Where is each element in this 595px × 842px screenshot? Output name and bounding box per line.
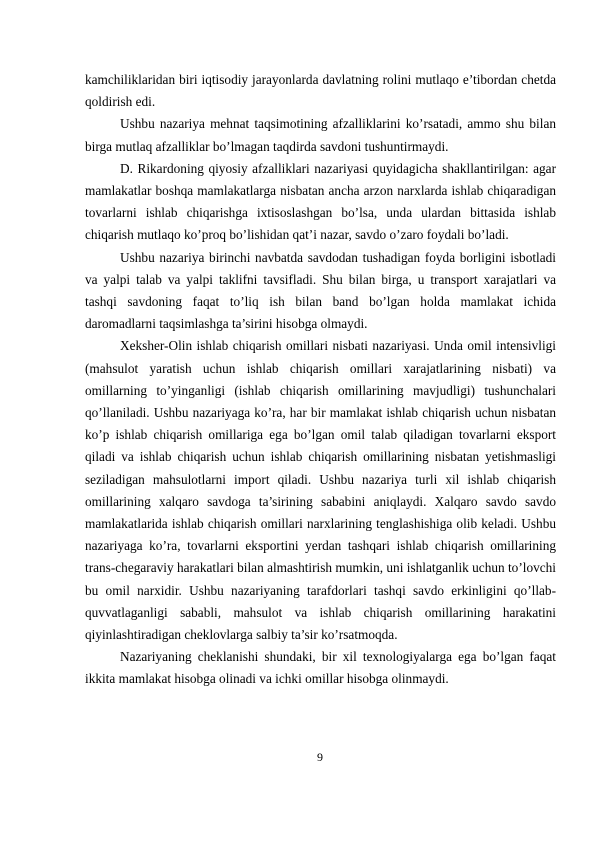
paragraph-continuation: kamchiliklaridan biri iqtisodiy jarayonlarda davlatning rolini mutlaqo e’tibordan chetda qoldirish edi.: [85, 72, 556, 110]
paragraph: Ushbu nazariya birinchi navbatda savdodan tushadigan foyda borligini isbotladi va yalpi talab va yalpi taklifni tavsifladi. Shu bilan birga, u transport xarajatlari va tashqi savdoning faqat to’liq ish bilan band bo’lgan holda mamlakat ichida daromadlarni taqsimlashga ta’sirini hisobga olmaydi.: [85, 249, 556, 332]
page-body: [85, 69, 556, 691]
page-number: 9: [317, 750, 323, 764]
paragraph: D. Rikardoning qiyosiy afzalliklari nazariyasi quyidagicha shakllantirilgan: agar mamlakatlar boshqa mamlakatlarga nisbatan ancha arzon narxlarda ishlab chiqaradigan tovarlarni ishlab chiqarishga ixtisoslashgan bo’lsa, unda ulardan bittasida ishlab chiqarish mutlaqo ko’proq bo’lishidan qat’i nazar, savdo o’zaro foydali bo’ladi.: [85, 160, 556, 243]
paragraph: Nazariyaning cheklanishi shundaki, bir xil texnologiyalarga ega bo’lgan faqat ikkita mamlakat hisobga olinadi va ichki omillar hisobga olinmaydi.: [85, 649, 556, 687]
paragraph: Xeksher-Olin ishlab chiqarish omillari nisbati nazariyasi. Unda omil intensivligi (mahsulot yaratish uchun ishlab chiqarish omillari xarajatlarining nisbati) va omillarning to’yinganligi (ishlab chiqarish omillarining mavjudligi) tushunchalari qo’llaniladi. Ushbu nazariyaga ko’ra, har bir mamlakat ishlab chiqarish uchun nisbatan ko’p ishlab chiqarish omillariga ega bo’lgan omil talab qiladigan tovarlarni eksport qiladi va ishlab chiqarish uchun ishlab chiqarish omillarining nisbatan yetishmasligi seziladigan mahsulotlarni import qiladi. Ushbu nazariya turli xil ishlab chiqarish omillarining xalqaro savdoga ta’sirining sababini aniqlaydi. Xalqaro savdo savdo mamlakatlarida ishlab chiqarish omillari narxlarining tenglashishiga olib keladi. Ushbu nazariyaga ko’ra, tovarlarni eksportini yerdan tashqari ishlab chiqarish omillarining trans-chegaraviy harakatlari bilan almashtirish mumkin, uni ishlatganlik uchun to’lovchi bu omil narxidir. Ushbu nazariyaning tarafdorlari tashqi savdo erkinligini qo’llab-quvvatlaganligi sababli, mahsulot va ishlab chiqarish omillarining harakatini qiyinlashtiradigan cheklovlarga salbiy ta’sir ko’rsatmoqda.: [85, 338, 556, 643]
paragraph: Ushbu nazariya mehnat taqsimotining afzalliklarini ko’rsatadi, ammo shu bilan birga mutlaq afzalliklar bo’lmagan taqdirda savdoni tushuntirmaydi.: [85, 116, 556, 154]
